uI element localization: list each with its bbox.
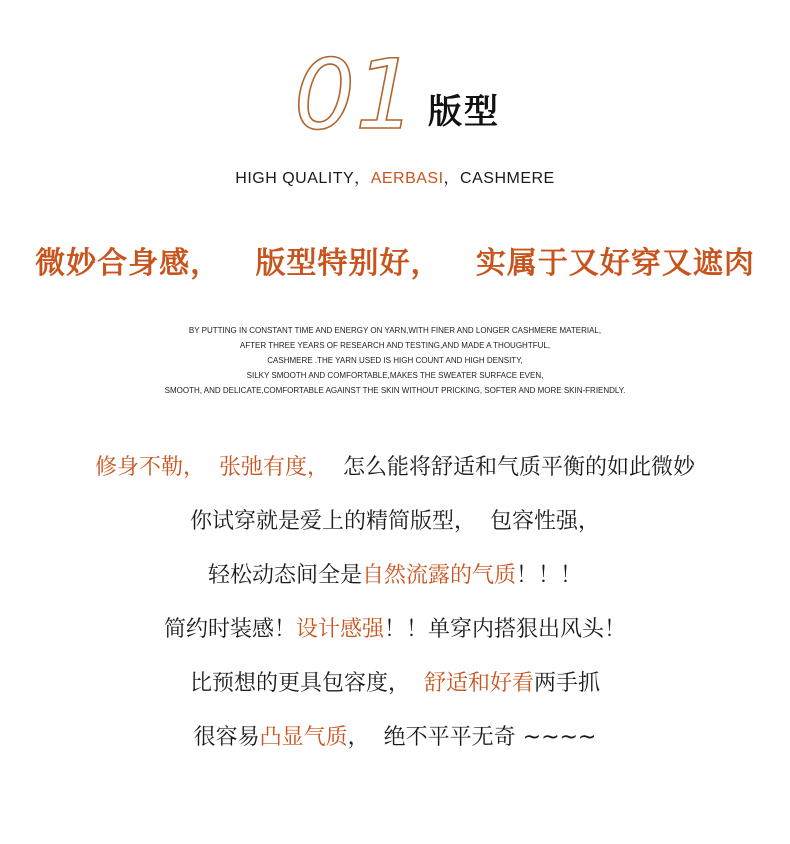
description-block: [0, 323, 790, 398]
subtitle-part1: HIGH QUALITY，: [235, 170, 371, 187]
body-text: 轻松动态间全是: [207, 563, 362, 588]
body-line: [0, 612, 790, 643]
section-title: 版型: [428, 92, 500, 132]
description-line: SMOOTH, AND DELICATE,COMFORTABLE AGAINST THE SKIN WITHOUT PRICKING, SOFTER AND MORE SKIN-FRIENDLY.: [164, 386, 626, 395]
body-accent: 修身不勒， 张弛有度，: [95, 455, 329, 480]
body-text: 简约时装感！: [163, 617, 296, 642]
body-text: ！！单穿内搭狠出风头！: [384, 617, 627, 642]
description-line: CASHMERE .THE YARN USED IS HIGH COUNT AND HIGH DENSITY,: [267, 356, 523, 365]
body-text: 比预想的更具包容度，: [189, 671, 424, 696]
body-text: 你试穿就是爱上的精简版型， 包容性强，: [190, 509, 600, 534]
subtitle-brand: AERBASI: [370, 170, 444, 187]
description-line: AFTER THREE YEARS OF RESEARCH AND TESTING,AND MADE A THOUGHTFUL,: [239, 341, 551, 350]
body-accent: 凸显气质: [259, 725, 348, 750]
body-text: ！！！: [516, 563, 583, 588]
body-text: 怎么能将舒适和气质平衡的如此微妙: [329, 455, 695, 480]
body-text: ， 绝不平平无奇 ~~~~: [347, 725, 597, 750]
section-number-text: 01: [294, 39, 417, 138]
headline: 微妙合身感， 版型特别好， 实属于又好穿又遮肉: [35, 246, 755, 281]
body-line: [0, 450, 790, 481]
body-line: [0, 504, 790, 535]
body-line: [0, 558, 790, 589]
body-line: [0, 720, 790, 751]
body-accent: 舒适和好看: [423, 671, 534, 696]
subtitle-part3: ，CASHMERE: [443, 170, 555, 187]
body-accent: 设计感强: [295, 617, 384, 642]
section-hero: [0, 38, 790, 138]
section-number: [292, 38, 422, 138]
subtitle: [0, 165, 790, 188]
description-line: SILKY SMOOTH AND COMFORTABLE,MAKES THE SWEATER SURFACE EVEN,: [246, 371, 544, 380]
body-line: [0, 666, 790, 697]
body-accent: 自然流露的气质: [361, 563, 516, 588]
body-text: 两手抓: [534, 671, 601, 696]
body-text: 很容易: [193, 725, 260, 750]
description-line: BY PUTTING IN CONSTANT TIME AND ENERGY ON YARN,WITH FINER AND LONGER CASHMERE MATERIAL,: [188, 326, 602, 335]
